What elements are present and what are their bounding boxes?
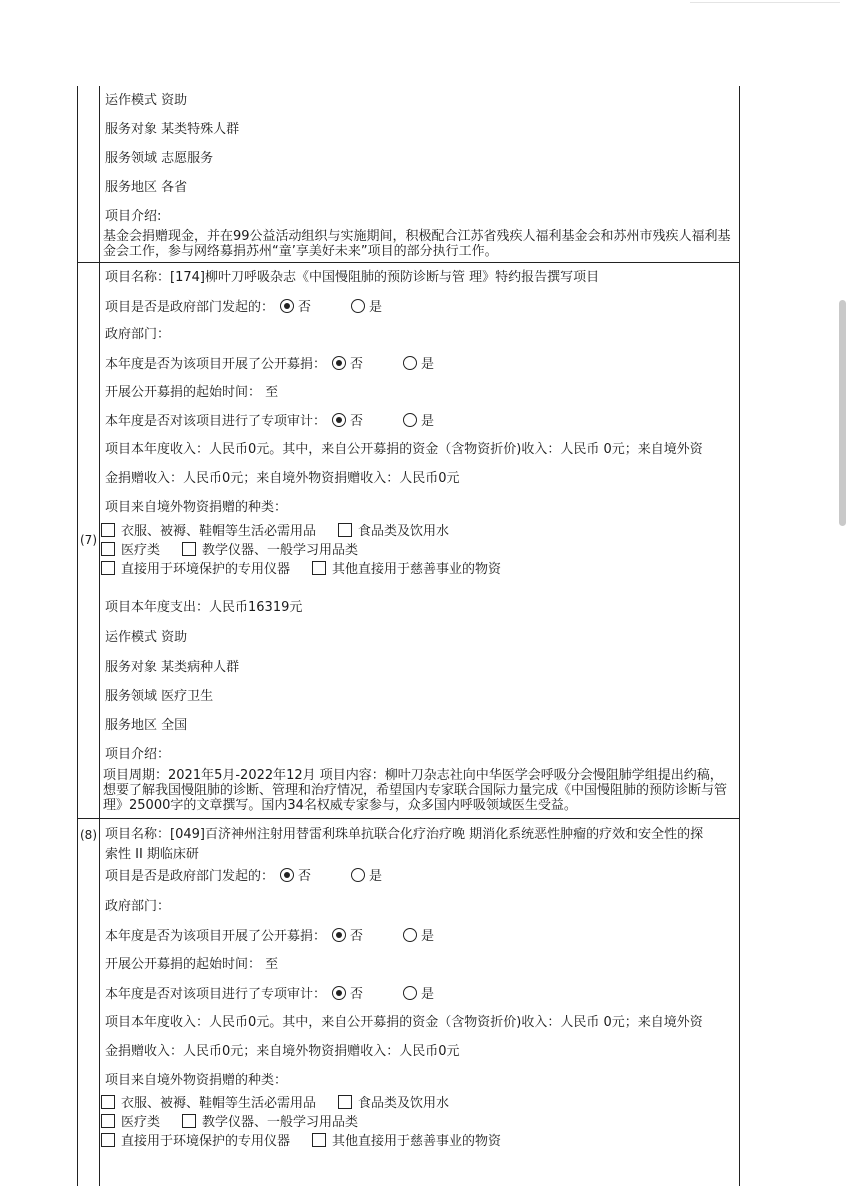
section8-start-time: 开展公开募捐的起始时间： 至 — [105, 957, 279, 972]
section8-gov-dept: 政府部门： — [105, 899, 171, 914]
option-no-label: 否 — [350, 357, 364, 372]
section6-intro-label: 项目介绍: — [105, 209, 162, 224]
section6-target: 服务对象 某类特殊人群 — [105, 122, 240, 137]
section8-gov-initiated — [105, 868, 382, 885]
section7-audit — [105, 413, 434, 430]
section7-intro-label: 项目介绍： — [105, 747, 171, 762]
clothing-label: 衣服、被褥、鞋帽等生活必需用品 — [121, 1096, 317, 1111]
section8-income-line1: 项目本年度收入：人民币0元。其中，来自公开募捐的资金（含物资折价)收入：人民币 0元；来自境外资 — [105, 1015, 703, 1030]
checkbox-other[interactable] — [312, 561, 326, 575]
section8-public-fundraising — [105, 928, 434, 945]
section8-project-name-line1: 项目名称：[049]百济神州注射用替雷利珠单抗联合化疗治疗晚 期消化系统恶性肿瘤的疗效和安全性的探 — [105, 827, 704, 842]
checkbox-medical[interactable] — [101, 542, 115, 556]
radio-no-selected[interactable] — [332, 986, 346, 1000]
option-no-label: 否 — [298, 300, 312, 315]
public-fund-label: 本年度是否为该项目开展了公开募捐： — [105, 357, 327, 372]
section7-index: (7) — [80, 533, 97, 547]
medical-label: 医疗类 — [121, 1115, 161, 1130]
checkbox-clothing[interactable] — [101, 1095, 115, 1109]
section7-gov-initiated — [105, 299, 382, 316]
section7-field: 服务领域 医疗卫生 — [105, 689, 214, 704]
other-label: 其他直接用于慈善事业的物资 — [332, 562, 502, 577]
vertical-scrollbar-thumb[interactable] — [839, 300, 846, 526]
option-yes-label: 是 — [421, 929, 435, 944]
section7-checkbox-row1 — [101, 523, 449, 540]
radio-yes[interactable] — [403, 413, 417, 427]
radio-yes[interactable] — [403, 928, 417, 942]
option-yes-label: 是 — [369, 300, 383, 315]
radio-no-selected[interactable] — [332, 356, 346, 370]
section7-donation-types-label: 项目来自境外物资捐赠的种类： — [105, 500, 288, 515]
medical-label: 医疗类 — [121, 543, 161, 558]
table-column-divider — [99, 86, 100, 1186]
checkbox-other[interactable] — [312, 1133, 326, 1147]
checkbox-food[interactable] — [338, 1095, 352, 1109]
option-no-label: 否 — [350, 987, 364, 1002]
section6-intro-text: 基金会捐赠现金，并在99公益活动组织与实施期间，积极配合江苏省残疾人福利基金会和苏州市残疾人福利基金会工作，参与网络募捐苏州“童’享美好未来”项目的部分执行工作。 — [103, 229, 731, 259]
gov-initiated-label: 项目是否是政府部门发起的： — [105, 300, 275, 315]
section7-gov-dept: 政府部门： — [105, 327, 171, 342]
radio-no-selected[interactable] — [332, 928, 346, 942]
audit-label: 本年度是否对该项目进行了专项审计： — [105, 414, 327, 429]
row-divider-7-8 — [77, 818, 740, 819]
section7-region: 服务地区 全国 — [105, 718, 188, 733]
table-right-border — [739, 86, 740, 1186]
section7-checkbox-row3 — [101, 561, 501, 578]
food-label: 食品类及饮用水 — [358, 524, 450, 539]
audit-label: 本年度是否对该项目进行了专项审计： — [105, 987, 327, 1002]
environment-label: 直接用于环境保护的专用仪器 — [121, 1134, 291, 1149]
section7-expense: 项目本年度支出：人民币16319元 — [105, 600, 303, 615]
checkbox-teaching[interactable] — [182, 542, 196, 556]
section7-income-line2: 金捐赠收入：人民币0元；来自境外物资捐赠收入：人民币0元 — [105, 471, 460, 486]
radio-yes[interactable] — [403, 356, 417, 370]
section6-mode: 运作模式 资助 — [105, 93, 188, 108]
radio-no-selected[interactable] — [280, 868, 294, 882]
row-divider-6-7 — [77, 262, 740, 263]
section8-project-name-line2: 索性 II 期临床研 — [105, 847, 199, 862]
table-left-border — [77, 86, 78, 1186]
teaching-label: 教学仪器、一般学习用品类 — [202, 1115, 359, 1130]
checkbox-environment[interactable] — [101, 1133, 115, 1147]
section8-checkbox-row1 — [101, 1095, 449, 1112]
option-yes-label: 是 — [421, 987, 435, 1002]
gov-initiated-label: 项目是否是政府部门发起的： — [105, 869, 275, 884]
section7-intro-text: 项目周期：2021年5月-2022年12月 项目内容：柳叶刀杂志社向中华医学会呼吸分会慢阻肺学组提出约稿，想要了解我国慢阻肺的诊断、管理和治疗情况，希望国内专家联合国际力量完成《中国慢阻肺的预防诊断与管理》25000字的文章撰写。国内34名权威专家参与，众多国内呼吸领域医生受益。 — [103, 768, 728, 813]
option-no-label: 否 — [298, 869, 312, 884]
section8-checkbox-row3 — [101, 1133, 501, 1150]
section7-target: 服务对象 某类病种人群 — [105, 660, 240, 675]
checkbox-clothing[interactable] — [101, 523, 115, 537]
option-no-label: 否 — [350, 414, 364, 429]
checkbox-environment[interactable] — [101, 561, 115, 575]
section7-public-fundraising — [105, 356, 434, 373]
option-yes-label: 是 — [369, 869, 383, 884]
radio-yes[interactable] — [351, 868, 365, 882]
radio-yes[interactable] — [351, 299, 365, 313]
checkbox-medical[interactable] — [101, 1114, 115, 1128]
checkbox-food[interactable] — [338, 523, 352, 537]
section7-income-line1: 项目本年度收入：人民币0元。其中，来自公开募捐的资金（含物资折价)收入：人民币 0元；来自境外资 — [105, 442, 703, 457]
option-yes-label: 是 — [421, 414, 435, 429]
option-yes-label: 是 — [421, 357, 435, 372]
checkbox-teaching[interactable] — [182, 1114, 196, 1128]
section6-field: 服务领域 志愿服务 — [105, 151, 214, 166]
clothing-label: 衣服、被褥、鞋帽等生活必需用品 — [121, 524, 317, 539]
section7-start-time: 开展公开募捐的起始时间： 至 — [105, 385, 279, 400]
radio-no-selected[interactable] — [332, 413, 346, 427]
section8-index: (8) — [80, 828, 97, 842]
section6-region: 服务地区 各省 — [105, 180, 188, 195]
teaching-label: 教学仪器、一般学习用品类 — [202, 543, 359, 558]
option-no-label: 否 — [350, 929, 364, 944]
section8-donation-types-label: 项目来自境外物资捐赠的种类： — [105, 1073, 288, 1088]
top-edge-mark — [690, 2, 840, 3]
radio-no-selected[interactable] — [280, 299, 294, 313]
section8-audit — [105, 986, 434, 1003]
radio-yes[interactable] — [403, 986, 417, 1000]
section7-project-name: 项目名称：[174]柳叶刀呼吸杂志《中国慢阻肺的预防诊断与管 理》特约报告撰写项目 — [105, 270, 600, 285]
environment-label: 直接用于环境保护的专用仪器 — [121, 562, 291, 577]
section7-checkbox-row2 — [101, 542, 358, 559]
public-fund-label: 本年度是否为该项目开展了公开募捐： — [105, 929, 327, 944]
food-label: 食品类及饮用水 — [358, 1096, 450, 1111]
section7-mode: 运作模式 资助 — [105, 630, 188, 645]
other-label: 其他直接用于慈善事业的物资 — [332, 1134, 502, 1149]
section8-income-line2: 金捐赠收入：人民币0元；来自境外物资捐赠收入：人民币0元 — [105, 1044, 460, 1059]
section8-checkbox-row2 — [101, 1114, 358, 1131]
